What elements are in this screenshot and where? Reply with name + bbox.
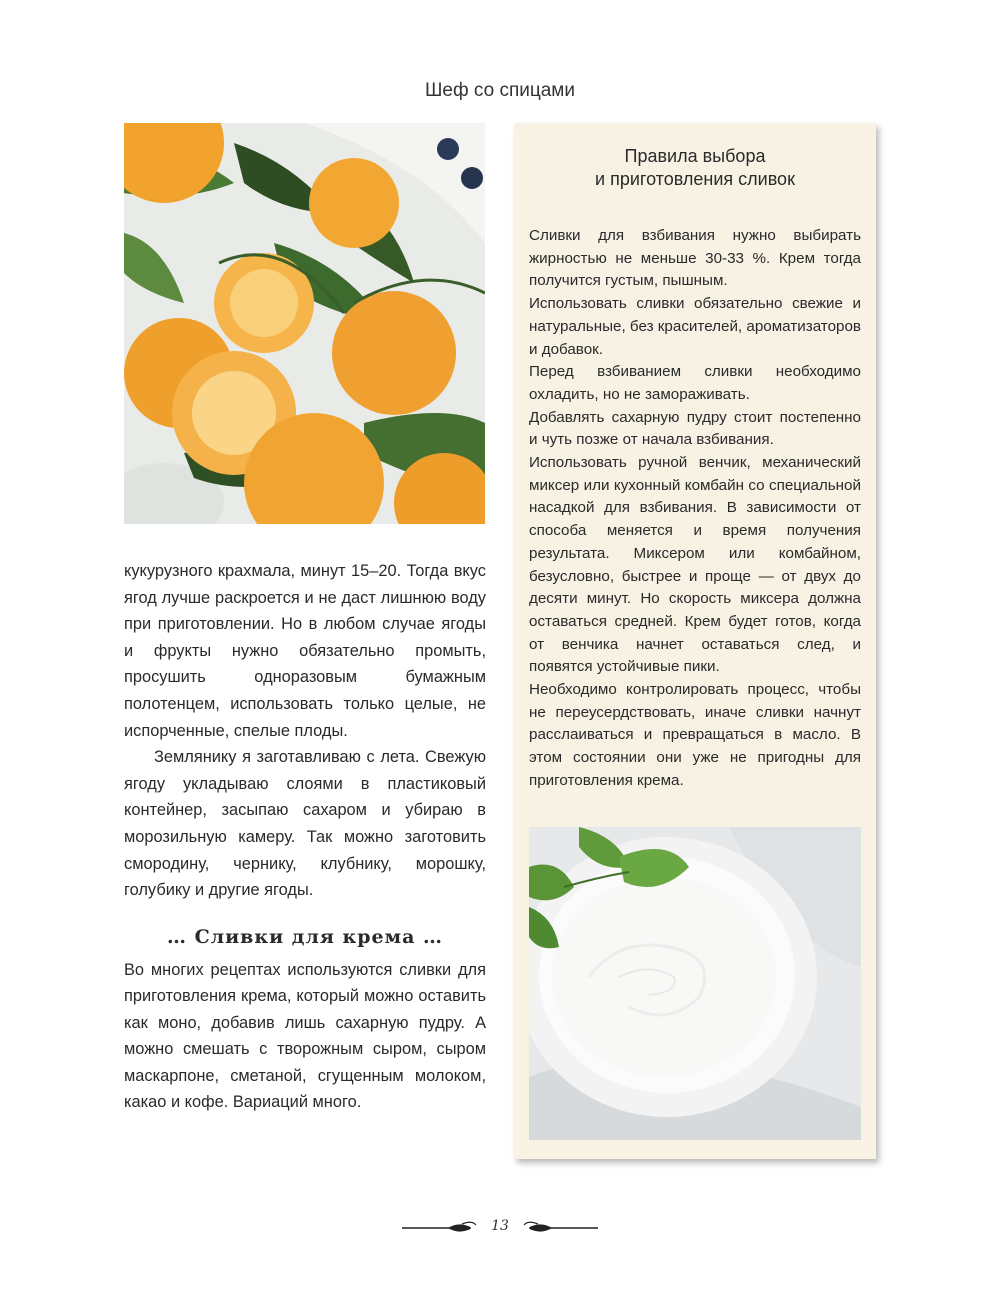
left-paragraph: Землянику я заготавливаю с лета. Свежую ягоду укладываю слоями в пластиковый контейнер, засыпаю сахаром и убираю в морозильную камеру. Так можно заготовить смородину, чернику, клубнику, морошку, голубику и другие ягоды. — [124, 748, 486, 900]
section-heading: … Сливки для крема … — [166, 926, 444, 948]
left-ornament-icon — [402, 1221, 478, 1235]
left-paragraph: кукурузного крахмала, минут 15–20. Тогда вкус ягод лучше раскроется и не даст лишнюю воду при приготовлении. Но в любом случае ягоды и фрукты нужно обязательно промыть, просушить одноразовым бумажным полотенцем, использовать только целые, не испорченные, спелые плоды. — [124, 562, 486, 740]
whipped-cream-photo — [529, 827, 861, 1140]
sidebar-title — [514, 145, 876, 191]
left-column-text — [124, 558, 486, 904]
section-paragraph: Во многих рецептах используются сливки для приготовления крема, который можно оставить как моно, добавив лишь сахарную пудру. А можно смешать с творожным сыром, сыром маскарпоне, сметаной, сгущенным молоком, какао и кофе. Вариаций много. — [124, 961, 486, 1112]
right-ornament-icon — [522, 1221, 598, 1235]
sidebar-title-line: и приготовления сливок — [595, 169, 795, 189]
tangerines-photo — [124, 123, 485, 524]
rule-item: Добавлять сахарную пудру стоит постепенно и чуть позже от начала взбивания. — [529, 408, 861, 449]
sidebar-title-line: Правила выбора — [624, 146, 766, 166]
page-footer — [0, 1216, 1000, 1242]
rule-item: Необходимо контролировать процесс, чтобы не переусердствовать, иначе сливки начнут расслаиваться и превращаться в масло. В этом состоянии они уже не пригодны для приготовления крема. — [529, 681, 861, 789]
rule-item: Перед взбиванием сливки необходимо охладить, но не замораживать. — [529, 363, 861, 403]
sidebar-box — [514, 123, 876, 1159]
running-header: Шеф со спицами — [425, 80, 575, 101]
rule-item: Использовать ручной венчик, механический миксер или кухонный комбайн со специальной насадкой для взбивания. В зависимости от способа меняется и время получения результата. Миксером или комбайном, безусловно, быстрее и проще — от двух до десяти минут. Но скорость миксера должна оставаться средней. Крем будет готов, когда от венчика начнет оставаться след, и появятся устойчивые пики. — [529, 454, 861, 676]
page-number: 13 — [491, 1218, 509, 1234]
rule-item: Использовать сливки обязательно свежие и натуральные, без красителей, ароматизаторов и добавок. — [529, 295, 861, 358]
sidebar-rules-list — [529, 225, 861, 793]
rule-item: Сливки для взбивания нужно выбирать жирностью не меньше 30-33 %. Крем тогда получится густым, пышным. — [529, 227, 861, 290]
section-text — [124, 957, 486, 1115]
